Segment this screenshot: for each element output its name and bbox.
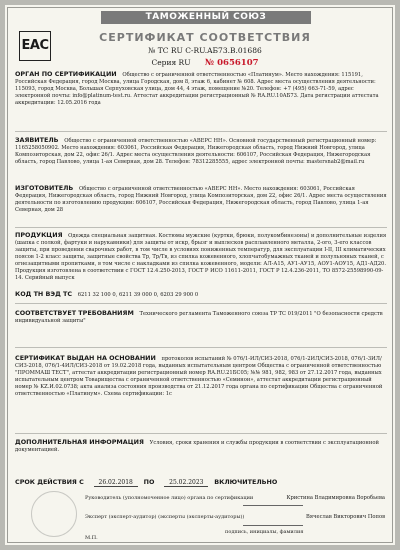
additional-heading: ДОПОЛНИТЕЛЬНАЯ ИНФОРМАЦИЯ [15, 438, 144, 446]
expert-signature-name: Вячеслав Викторович Попов [305, 514, 385, 520]
divider [15, 131, 387, 132]
divider [15, 227, 387, 228]
requirements-heading: СООТВЕТСТВУЕТ ТРЕБОВАНИЯМ [15, 309, 134, 317]
signature-caption-text: подпись, инициалы, фамилия [225, 529, 304, 535]
requirements-section [15, 310, 387, 325]
tnved-section [15, 291, 387, 299]
tnved-heading: КОД ТН ВЭД ТС [15, 290, 73, 298]
basis-heading: СЕРТИФИКАТ ВЫДАН НА ОСНОВАНИИ [15, 354, 156, 362]
product-text: Одежда специальная защитная. Костюмы мужские (куртки, брюки, полукомбинезоны) и дополнительные изделия (шапка с полкой, фартуки и нарукавники) для защиты от искр, брызг и выплесков расплавленного металла, 2-ого, 3-его классов защиты, при проведении сварочных работ, в том числе в условиях пониженных температур, для эксплуатации I-II, III климатических поясов 1-2 класс защиты, защитные свойства Тр, Тр/Тв, из спилка кожевенного, хлопчатобумажных тканей и полульняных тканей, с огнезащитными пропитками, в том числе с накладками из спилка кожевенного, модели: АЛ-А15, АУ1-АУ15, АОУ1-АОУ15, АД1-АД20. Продукция изготовлена в соответствии с ГОСТ 12.4.250-2013, ГОСТ Р ИСО 11611-2011, ГОСТ Р 12.4.236-2011, ТО 8572-25598990-09-14. Серийный выпуск [15, 233, 387, 281]
manufacturer-heading: ИЗГОТОВИТЕЛЬ [15, 184, 74, 192]
validity-from-label: СРОК ДЕЙСТВИЯ С [15, 478, 84, 486]
divider [15, 433, 387, 434]
signature-caption [225, 529, 325, 535]
mp-label: М.П. [85, 535, 98, 541]
expert-signature-label: Эксперт (эксперт-аудитор) (эксперты (эксперты-аудиторы)) [85, 514, 245, 520]
divider [15, 347, 387, 348]
head-signature-name: Кристина Владимировна Воробьева [286, 495, 385, 501]
validity-row [15, 478, 387, 487]
organ-text: Общество с ограниченной ответственностью «Платинум». Место нахождения: 115191, Российская Федерация, город Москва, улица Городская, дом 8, этаж 6, кабинет № 608. Адрес места осуществления деятельности: 115093, город Москва, Большая Серпуховская улица, дом 44, 4 этаж, помещение №20. Телефон: +7 (495) 663-71-59, адрес электронной почты: info@platinum-test.ru. Аттестат аккредитации регистрационный № RA.RU.10AБ73. Дата регистрации аттестата аккредитации: 12.05.2016 года [15, 72, 379, 106]
basis-section [15, 355, 387, 398]
organ-section [15, 71, 387, 107]
validity-suffix: ВКЛЮЧИТЕЛЬНО [214, 478, 278, 486]
head-signature-row [85, 495, 385, 501]
applicant-text: Общество с ограниченной ответственностью «АВЕРС НН». Основной государственный регистрационный номер: 1165258050902. Место нахождения: 603061, Российская Федерация, Нижегородская область, город Нижний Новгород, улица Композиторская, дом 22, офис 26/1. Адрес места осуществления деятельности: 606107, Российская Федерация, Нижегородская область, город Павлово, улица 1-ая Северная, дом 28. Телефон: 78312285555, адрес электронной почты: mastersnab2@mail.ru [15, 138, 377, 165]
official-stamp [31, 491, 77, 537]
certificate-series [5, 58, 400, 68]
head-signature-label: Руководитель (уполномоченное лицо) органа по сертификации [85, 495, 254, 501]
mp-label-row [85, 535, 115, 541]
basis-text: протоколов испытаний № 076/1-ИЛ/СИЗ-2018, 076/1-2ИЛ/СИЗ-2018, 076/1-3ИЛ/СИЗ-2018, 076/1-4ИЛ/СИЗ-2018 от 19.02.2018 года, выданных испытательным центром Общества с ограниченной ответственностью "ПРОММАШ ТЕСТ", аттестат аккредитации регистрационный номер RA.RU.21БС05; №№ 981, 982, 983 от 27.12.2017 года, выданных испытательным центром Товарищества с ограниченной ответственностью «Семинон», аттестат аккредитации регистрационный номер № KZ.И.02.0738; акта анализа состояния производства от 21.12.2017 года органа по сертификации Общества с ограниченной ответственностью «Платинум». Схема сертификации: 1с [15, 356, 383, 397]
tnved-text: 6211 32 100 0, 6211 39 000 0, 6203 29 900 0 [77, 292, 199, 298]
additional-text: Условия, сроки хранения и службы продукции в соответствии с эксплуатационной документацией. [15, 440, 379, 453]
certificate-title: СЕРТИФИКАТ СООТВЕТСТВИЯ [99, 31, 311, 44]
applicant-heading: ЗАЯВИТЕЛЬ [15, 136, 59, 144]
head-signature-line [243, 505, 303, 506]
validity-to-label: ПО [143, 478, 155, 486]
series-label: Серия RU [151, 58, 191, 67]
validity-to-date: 25.02.2023 [164, 479, 208, 487]
manufacturer-text: Общество с ограниченной ответственностью «АВЕРС НН». Место нахождения: 603061, Российская Федерация, Нижегородская область, город Нижний Новгород, улица Композиторская, дом 22, офис 26/1. Адрес места осуществления деятельности по изготовлению продукции: 606107, Российская Федерация, Нижегородская область, город Павлово, улица 1-ая Северная, дом 28 [15, 186, 387, 213]
validity-from-date: 26.02.2018 [94, 479, 138, 487]
customs-union-banner: ТАМОЖЕННЫЙ СОЮЗ [101, 11, 311, 24]
series-number: № 0656107 [204, 58, 259, 68]
expert-signature-row [85, 514, 385, 520]
requirements-text: Технического регламента Таможенного союза ТР ТС 019/2011 "О безопасности средств индивидуальной защиты" [15, 311, 383, 324]
product-section [15, 232, 387, 282]
applicant-section [15, 137, 387, 166]
eac-logo: EAC [19, 31, 51, 61]
product-heading: ПРОДУКЦИЯ [15, 231, 63, 239]
additional-section [15, 439, 387, 454]
certificate-number: № ТС RU C-RU.AБ73.B.01686 [148, 46, 262, 55]
organ-heading: ОРГАН ПО СЕРТИФИКАЦИИ [15, 70, 117, 78]
manufacturer-section [15, 185, 387, 214]
divider [15, 303, 387, 304]
expert-signature-line [243, 525, 303, 526]
